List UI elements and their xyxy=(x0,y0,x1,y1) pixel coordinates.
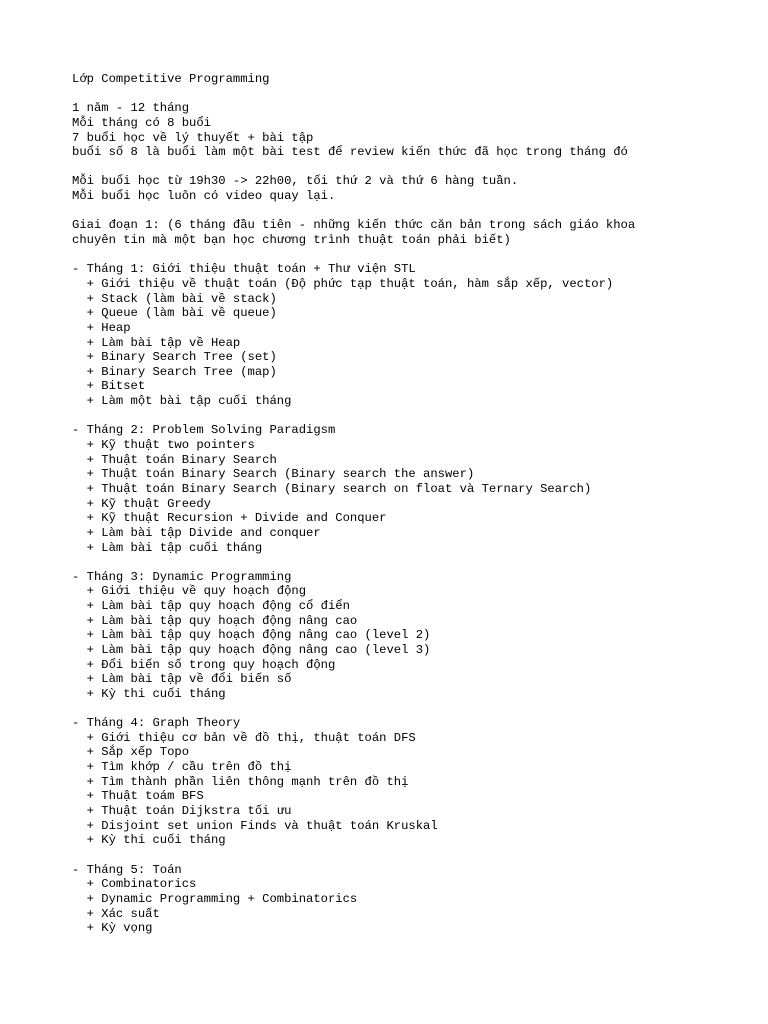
intro-line: buổi số 8 là buổi làm một bài test để review kiến thức đã học trong tháng đó xyxy=(72,145,628,160)
month-item: + Giới thiệu cơ bản về đồ thị, thuật toán DFS xyxy=(72,730,416,745)
month-item: + Làm bài tập về đổi biến số xyxy=(72,672,292,687)
phase-line: chuyên tin mà một bạn học chương trình thuật toán phải biết) xyxy=(72,233,511,248)
month-item: + Kỹ thuật two pointers xyxy=(72,438,255,453)
spacer xyxy=(72,87,748,102)
month-item: + Làm một bài tập cuối tháng xyxy=(72,394,292,409)
month-item: + Binary Search Tree (map) xyxy=(72,364,277,379)
month-heading: - Tháng 2: Problem Solving Paradigsm xyxy=(72,423,336,438)
spacer xyxy=(72,409,748,424)
month-item: + Stack (làm bài về stack) xyxy=(72,291,277,306)
phase-line: Giai đoạn 1: (6 tháng đầu tiên - những kiến thức căn bản trong sách giáo khoa xyxy=(72,218,636,233)
document-body xyxy=(72,72,748,936)
month-item: + Làm bài tập cuối tháng xyxy=(72,540,263,555)
document-title: Lớp Competitive Programming xyxy=(72,72,270,86)
schedule-line: Mỗi buổi học luôn có video quay lại. xyxy=(72,189,336,204)
month-item: + Disjoint set union Finds và thuật toán Kruskal xyxy=(72,818,438,833)
month-item: + Binary Search Tree (set) xyxy=(72,350,277,365)
spacer xyxy=(72,702,748,717)
month-item: + Thuật toám BFS xyxy=(72,789,204,804)
month-item: + Thuật toán Binary Search (Binary search the answer) xyxy=(72,467,475,482)
month-item: + Làm bài tập quy hoạch động cổ điển xyxy=(72,599,350,614)
month-heading: - Tháng 3: Dynamic Programming xyxy=(72,569,292,584)
schedule-line: Mỗi buổi học từ 19h30 -> 22h00, tối thứ 2 và thứ 6 hàng tuần. xyxy=(72,174,519,189)
month-heading: - Tháng 5: Toán xyxy=(72,862,182,877)
month-item: + Dynamic Programming + Combinatorics xyxy=(72,891,358,906)
month-item: + Tìm thành phần liên thông mạnh trên đồ thị xyxy=(72,774,409,789)
month-section-1 xyxy=(72,262,748,408)
month-item: + Thuật toán Binary Search xyxy=(72,452,277,467)
month-item: + Combinatorics xyxy=(72,877,197,892)
spacer xyxy=(72,555,748,570)
month-item: + Kỹ thuật Recursion + Divide and Conquer xyxy=(72,511,387,526)
spacer xyxy=(72,204,748,219)
month-item: + Bitset xyxy=(72,379,146,394)
month-item: + Giới thiệu về quy hoạch động xyxy=(72,584,307,599)
month-section-2 xyxy=(72,423,748,555)
month-item: + Heap xyxy=(72,320,131,335)
month-item: + Kỳ thi cuối tháng xyxy=(72,833,226,848)
month-section-4 xyxy=(72,716,748,848)
month-section-5 xyxy=(72,863,748,936)
month-item: + Thuật toán Binary Search (Binary search on float và Ternary Search) xyxy=(72,481,592,496)
intro-line: 7 buổi học về lý thuyết + bài tập xyxy=(72,130,314,145)
month-item: + Làm bài tập quy hoạch động nâng cao (level 2) xyxy=(72,628,431,643)
month-item: + Giới thiệu về thuật toán (Độ phức tạp thuật toán, hàm sắp xếp, vector) xyxy=(72,276,614,291)
month-item: + Thuật toán Dijkstra tối ưu xyxy=(72,804,292,819)
month-item: + Kỹ thuật Greedy xyxy=(72,496,211,511)
month-item: + Làm bài tập quy hoạch động nâng cao xyxy=(72,613,358,628)
month-item: + Đổi biến số trong quy hoạch động xyxy=(72,657,336,672)
month-item: + Xác suất xyxy=(72,906,160,921)
month-item: + Sắp xếp Topo xyxy=(72,745,190,760)
month-heading: - Tháng 4: Graph Theory xyxy=(72,716,241,731)
month-item: + Tìm khớp / cầu trên đồ thị xyxy=(72,760,292,775)
month-heading: - Tháng 1: Giới thiệu thuật toán + Thư viện STL xyxy=(72,262,416,277)
month-item: + Làm bài tập về Heap xyxy=(72,335,241,350)
intro-line: 1 năm - 12 tháng xyxy=(72,101,190,116)
month-item: + Làm bài tập quy hoạch động nâng cao (level 3) xyxy=(72,642,431,657)
month-item: + Kỳ vọng xyxy=(72,921,153,936)
spacer xyxy=(72,248,748,263)
month-section-3 xyxy=(72,570,748,702)
spacer xyxy=(72,160,748,175)
month-item: + Queue (làm bài về queue) xyxy=(72,306,277,321)
spacer xyxy=(72,848,748,863)
intro-line: Mỗi tháng có 8 buổi xyxy=(72,115,211,130)
month-item: + Kỳ thi cuối tháng xyxy=(72,686,226,701)
month-item: + Làm bài tập Divide and conquer xyxy=(72,525,321,540)
